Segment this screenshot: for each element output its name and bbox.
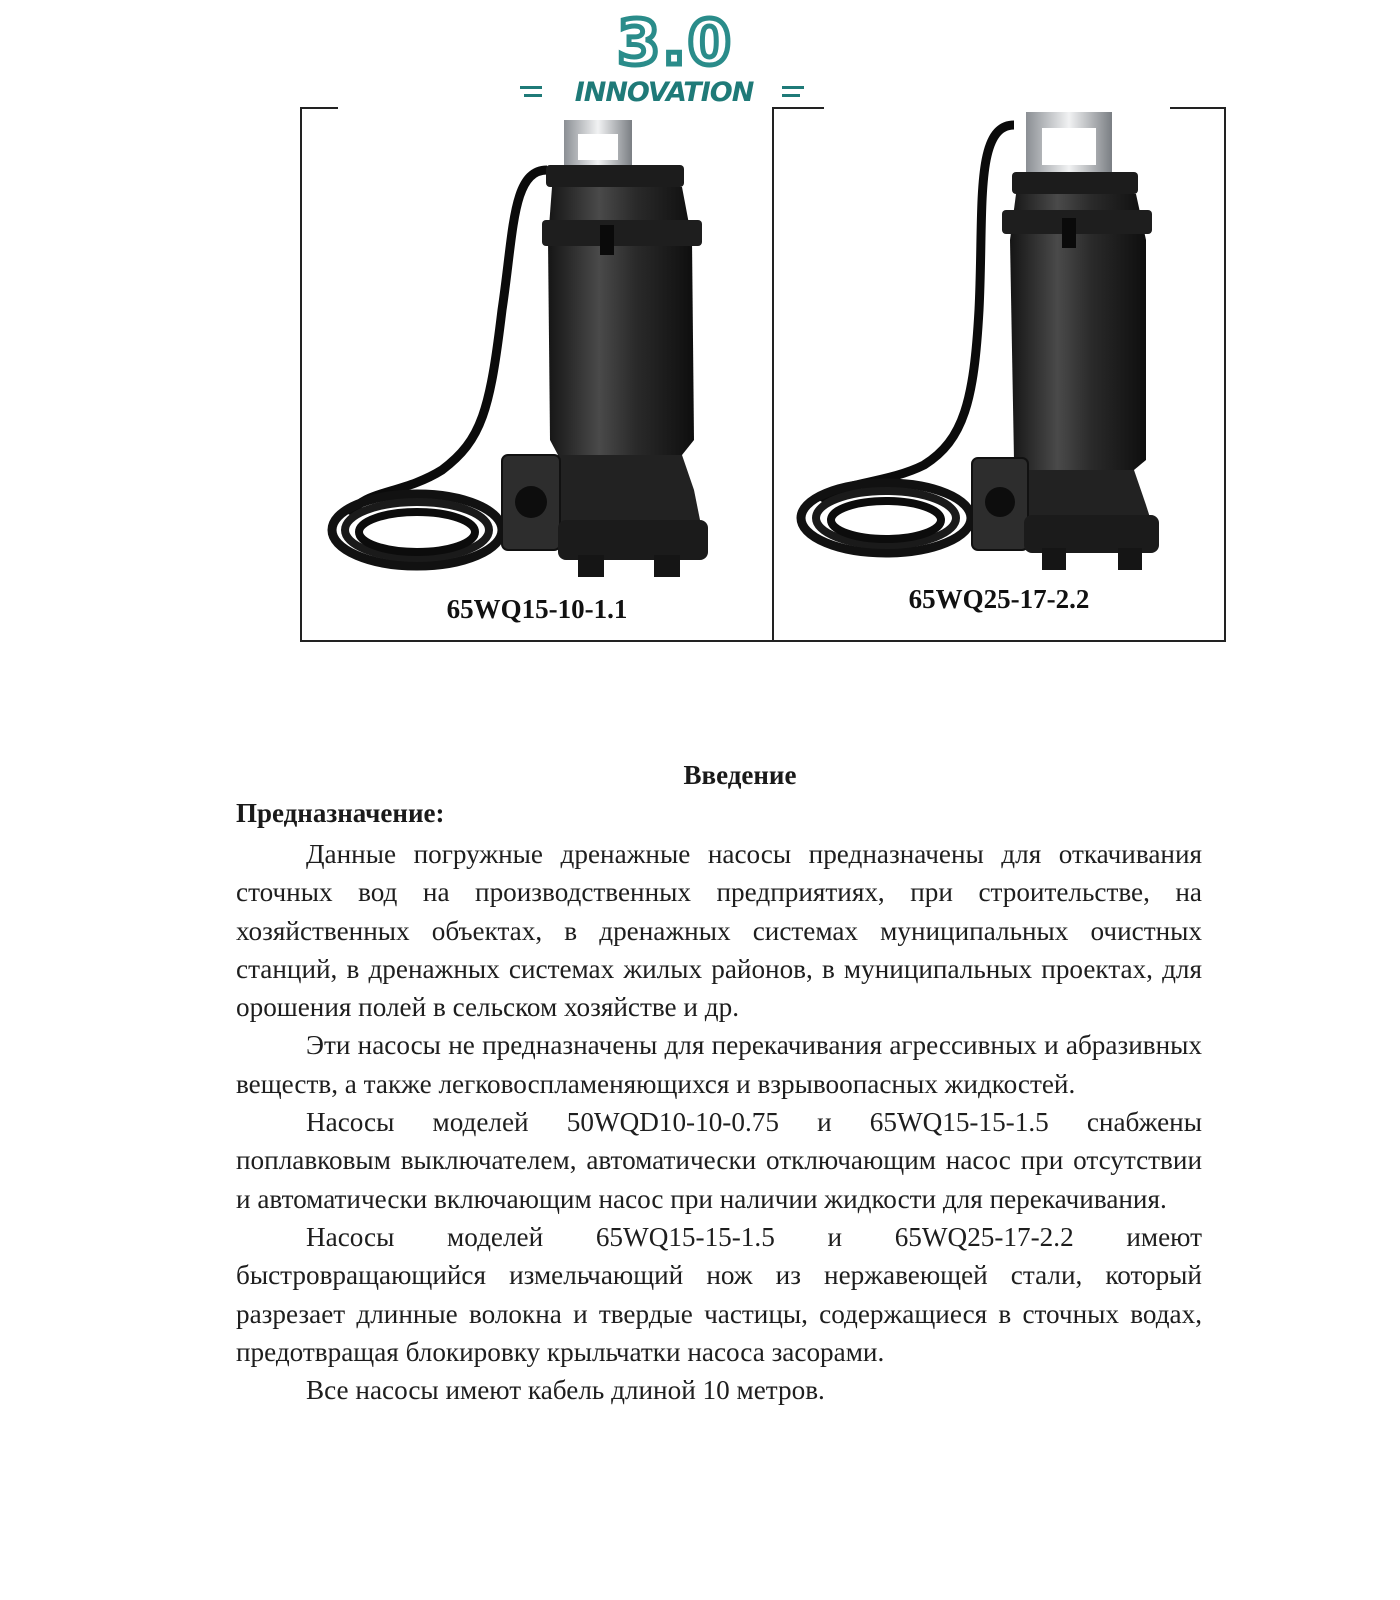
brand-logo (520, 6, 820, 108)
paragraph: Эти насосы не предназначены для перекачивания агрессивных и абразивных веществ, а также легковоспламеняющихся и взрывоопасных жидкостей. (236, 1030, 1202, 1099)
paragraph: Насосы моделей 65WQ15-15-1.5 и 65WQ25-17-2.2 имеют быстровращающийся измельчающий нож из нержавеющей стали, который разрезает длинные волокна и твердые частицы, содержащиеся в сточных водах, предотвращая блокировку крыльчатки насоса засорами. (236, 1221, 1202, 1367)
logo-speed-line (782, 94, 800, 97)
pump-photo (774, 110, 1224, 580)
logo-speed-line (524, 94, 542, 97)
product-cell-1 (302, 110, 772, 640)
logo-speed-line (782, 86, 804, 89)
paragraph: Все насосы имеют кабель длиной 10 метров. (306, 1375, 825, 1406)
section-title: Введение (683, 760, 797, 790)
table-right-border (1224, 107, 1226, 642)
table-top-border (772, 107, 824, 109)
product-model: 65WQ25-17-2.2 (908, 584, 1090, 614)
section-body (236, 835, 1202, 1409)
product-cell-2 (774, 110, 1224, 640)
paragraph: Данные погружные дренажные насосы предназначены для откачивания сточных вод на производственных предприятиях, при строительстве, на хозяйственных объектах, в дренажных системах муниципальных очистных станций, в дренажных системах жилых районов, в муниципальных проектах, для орошения полей в сельском хозяйстве и др. (236, 839, 1202, 1023)
table-top-border (300, 107, 338, 109)
section-subtitle: Предназначение: (236, 798, 445, 828)
pump-photo (302, 110, 772, 590)
table-bottom-border (300, 640, 1226, 642)
table-top-border (1170, 107, 1226, 109)
paragraph: Насосы моделей 50WQD10-10-0.75 и 65WQ15-15-1.5 снабжены поплавковым выключателем, автоматически отключающим насос при отсутствии и автоматически включающим насос при наличии жидкости для перекачивания. (236, 1107, 1202, 1214)
logo-speed-line (520, 86, 542, 89)
logo-wordmark: INNOVATION (574, 77, 754, 108)
logo-number: 3.0 (617, 6, 733, 79)
product-model: 65WQ15-10-1.1 (446, 594, 628, 624)
